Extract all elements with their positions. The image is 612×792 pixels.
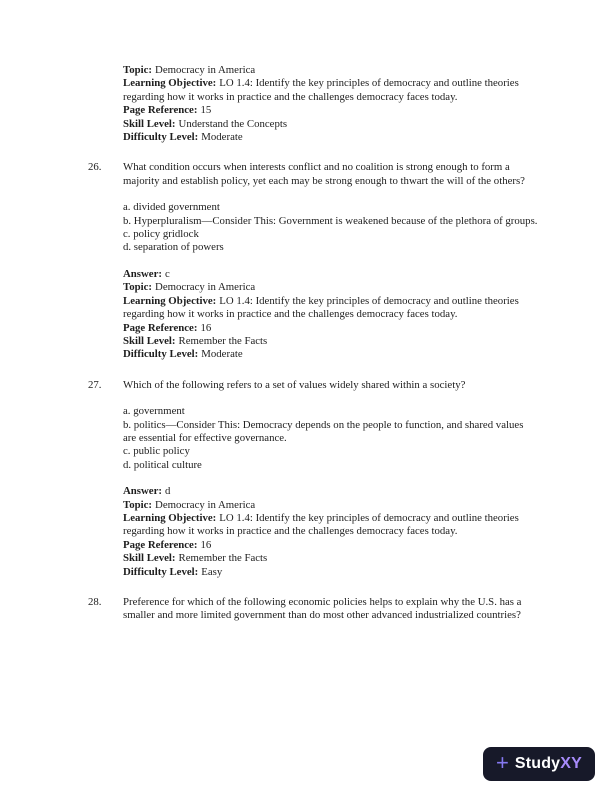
learning-objective-line (123, 295, 538, 322)
skill-level-value: Understand the Concepts (178, 117, 288, 130)
skill-level-label: Skill Level: (123, 552, 176, 565)
topic-value: Democracy in America (155, 498, 256, 511)
choices-list (123, 201, 538, 255)
learning-objective-value: LO 1.4: Identify the key principles of democracy and outline theories regarding how it works in practice and the challenges democracy faces today. (123, 511, 519, 538)
question-body (123, 596, 538, 623)
learning-objective-line (123, 512, 538, 539)
question-number: 28. (88, 596, 102, 608)
logo-text (514, 755, 583, 773)
answer-value: d (165, 485, 171, 498)
page-reference-value: 16 (200, 321, 212, 334)
learning-objective-line (123, 77, 538, 104)
question-28-row (88, 596, 538, 623)
question-27-meta-block (123, 485, 538, 579)
answer-line (123, 485, 538, 498)
choice-a: a. divided government (123, 201, 220, 214)
difficulty-level-line (123, 131, 538, 144)
page-reference-value: 15 (200, 104, 212, 117)
answer-label: Answer: (123, 267, 162, 280)
topic-line (123, 281, 538, 294)
learning-objective-value: LO 1.4: Identify the key principles of democracy and outline theories regarding how it works in practice and the challenges democracy faces today. (123, 77, 519, 103)
choice-d: d. political culture (123, 458, 202, 471)
topic-label: Topic: (123, 64, 153, 76)
answer-line (123, 268, 538, 281)
choice-b: b. politics—Consider This: Democracy depends on the people to function, and shared values are essential for effective governance. (123, 418, 524, 444)
skill-level-label: Skill Level: (123, 117, 176, 130)
answer-label: Answer: (123, 485, 162, 498)
answer-value: c (165, 267, 170, 280)
page-reference-value: 16 (200, 538, 212, 551)
page-reference-label: Page Reference: (123, 321, 198, 334)
difficulty-level-value: Moderate (201, 348, 243, 361)
page-content (88, 64, 538, 640)
difficulty-level-value: Easy (201, 565, 223, 578)
topic-value: Democracy in America (155, 64, 256, 76)
skill-level-line (123, 552, 538, 565)
question-number: 27. (88, 378, 102, 391)
difficulty-level-label: Difficulty Level: (123, 565, 199, 578)
learning-objective-label: Learning Objective: (123, 77, 217, 90)
question-number: 26. (88, 161, 102, 174)
plus-icon: + (495, 750, 509, 775)
question-body (123, 161, 538, 361)
learning-objective-value: LO 1.4: Identify the key principles of democracy and outline theories regarding how it works in practice and the challenges democracy faces today. (123, 294, 519, 321)
skill-level-value: Remember the Facts (178, 552, 268, 565)
studyxy-logo-badge (483, 747, 595, 781)
page-reference-label: Page Reference: (123, 538, 198, 551)
topic-value: Democracy in America (155, 281, 256, 294)
question-26-meta-block (123, 268, 538, 362)
question-text: What condition occurs when interests conflict and no coalition is strong enough to form a majority and establish policy, yet each may be strong enough to thwart the will of the others? (123, 161, 525, 187)
question-26-row (88, 161, 538, 361)
question-text: Preference for which of the following economic policies helps to explain why the U.S. has a smaller and more limited government than do most other advanced industrialized countries? (123, 596, 522, 622)
topic-label: Topic: (123, 498, 153, 511)
difficulty-level-value: Moderate (201, 131, 243, 144)
question-body (123, 379, 538, 579)
learning-objective-label: Learning Objective: (123, 294, 217, 307)
difficulty-level-label: Difficulty Level: (123, 131, 199, 144)
logo-text-accent: XY (560, 755, 583, 773)
question-27 (88, 379, 538, 579)
logo-text-primary: Study (514, 755, 561, 773)
topic-line (123, 499, 538, 512)
difficulty-level-line (123, 566, 538, 579)
choices-list (123, 405, 538, 472)
skill-level-line (123, 118, 538, 131)
page-reference-label: Page Reference: (123, 104, 198, 117)
question-28 (88, 596, 538, 623)
difficulty-level-line (123, 348, 538, 361)
choice-b: b. Hyperpluralism—Consider This: Government is weakened because of the plethora of groups. (123, 214, 538, 227)
choice-d: d. separation of powers (123, 241, 224, 254)
question-27-row (88, 379, 538, 579)
choice-a: a. government (123, 405, 185, 418)
difficulty-level-label: Difficulty Level: (123, 348, 199, 361)
topic-label: Topic: (123, 281, 153, 294)
learning-objective-label: Learning Objective: (123, 511, 217, 524)
question-text: Which of the following refers to a set of values widely shared within a society? (123, 378, 466, 391)
page-reference-line (123, 539, 538, 552)
choice-c: c. public policy (123, 445, 190, 458)
choice-c: c. policy gridlock (123, 228, 199, 241)
skill-level-line (123, 335, 538, 348)
topic-line (123, 64, 538, 77)
skill-level-value: Remember the Facts (178, 334, 268, 347)
skill-level-label: Skill Level: (123, 334, 176, 347)
page-reference-line (123, 322, 538, 335)
question-26 (88, 161, 538, 361)
page-reference-line (123, 104, 538, 117)
question-25-meta-block (123, 64, 538, 144)
